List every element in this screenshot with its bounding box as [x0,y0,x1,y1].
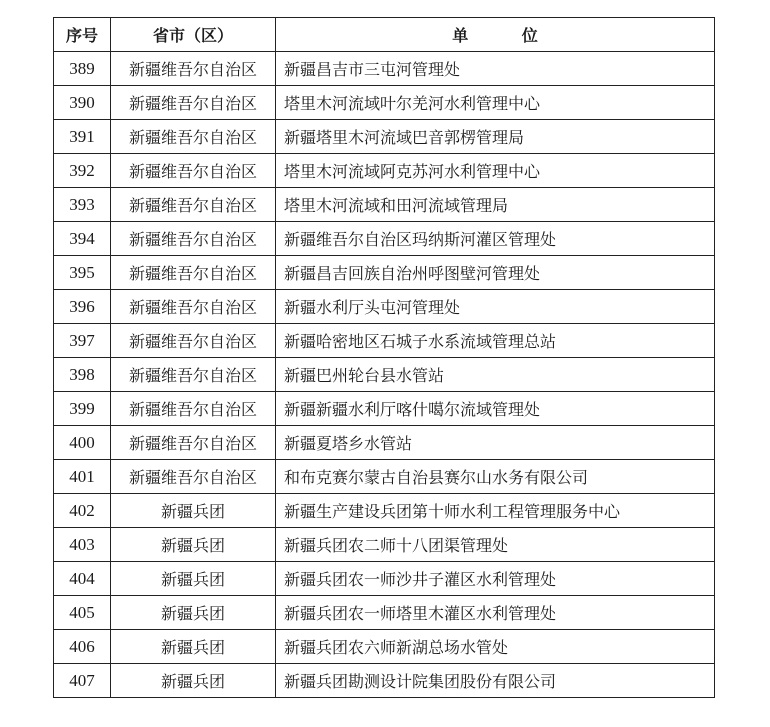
table-row [54,358,715,392]
unit-cell: 新疆昌吉回族自治州呼图壁河管理处 [276,256,715,290]
seq-cell: 397 [54,324,111,358]
province-cell: 新疆维吾尔自治区 [111,256,276,290]
unit-cell: 新疆夏塔乡水管站 [276,426,715,460]
unit-cell: 和布克赛尔蒙古自治县赛尔山水务有限公司 [276,460,715,494]
seq-cell: 400 [54,426,111,460]
unit-cell: 新疆昌吉市三屯河管理处 [276,52,715,86]
header-seq: 序号 [54,18,111,52]
table-row [54,596,715,630]
unit-cell: 新疆水利厅头屯河管理处 [276,290,715,324]
seq-cell: 407 [54,664,111,698]
table-row [54,324,715,358]
province-cell: 新疆维吾尔自治区 [111,120,276,154]
seq-cell: 403 [54,528,111,562]
province-cell: 新疆兵团 [111,528,276,562]
table-row [54,256,715,290]
table-row [54,290,715,324]
table-row [54,120,715,154]
unit-cell: 新疆兵团农一师塔里木灌区水利管理处 [276,596,715,630]
seq-cell: 392 [54,154,111,188]
province-cell: 新疆维吾尔自治区 [111,460,276,494]
province-cell: 新疆维吾尔自治区 [111,154,276,188]
unit-cell: 新疆维吾尔自治区玛纳斯河灌区管理处 [276,222,715,256]
seq-cell: 406 [54,630,111,664]
unit-cell: 新疆新疆水利厅喀什噶尔流域管理处 [276,392,715,426]
province-cell: 新疆维吾尔自治区 [111,392,276,426]
header-unit: 单 位 [276,18,715,52]
unit-cell: 塔里木河流域和田河流域管理局 [276,188,715,222]
province-cell: 新疆维吾尔自治区 [111,188,276,222]
seq-cell: 396 [54,290,111,324]
table-row [54,188,715,222]
seq-cell: 404 [54,562,111,596]
table-row [54,86,715,120]
seq-cell: 389 [54,52,111,86]
province-cell: 新疆维吾尔自治区 [111,52,276,86]
seq-cell: 393 [54,188,111,222]
seq-cell: 395 [54,256,111,290]
table-header-row [54,18,715,52]
unit-cell: 新疆兵团农六师新湖总场水管处 [276,630,715,664]
header-province: 省市（区） [111,18,276,52]
table-row [54,222,715,256]
seq-cell: 398 [54,358,111,392]
province-cell: 新疆维吾尔自治区 [111,324,276,358]
unit-cell: 新疆哈密地区石城子水系流域管理总站 [276,324,715,358]
seq-cell: 402 [54,494,111,528]
table-row [54,154,715,188]
unit-cell: 塔里木河流域叶尔羌河水利管理中心 [276,86,715,120]
province-cell: 新疆维吾尔自治区 [111,222,276,256]
table-row [54,562,715,596]
unit-cell: 新疆兵团农二师十八团渠管理处 [276,528,715,562]
unit-cell: 新疆兵团农一师沙井子灌区水利管理处 [276,562,715,596]
table-row [54,426,715,460]
document-table-container [53,17,715,698]
seq-cell: 391 [54,120,111,154]
seq-cell: 405 [54,596,111,630]
province-cell: 新疆兵团 [111,664,276,698]
unit-list-table [53,17,715,698]
province-cell: 新疆兵团 [111,494,276,528]
province-cell: 新疆兵团 [111,630,276,664]
table-row [54,494,715,528]
seq-cell: 401 [54,460,111,494]
province-cell: 新疆兵团 [111,596,276,630]
table-row [54,528,715,562]
seq-cell: 399 [54,392,111,426]
seq-cell: 394 [54,222,111,256]
province-cell: 新疆维吾尔自治区 [111,426,276,460]
unit-cell: 塔里木河流域阿克苏河水利管理中心 [276,154,715,188]
seq-cell: 390 [54,86,111,120]
unit-cell: 新疆塔里木河流域巴音郭楞管理局 [276,120,715,154]
province-cell: 新疆维吾尔自治区 [111,358,276,392]
table-row [54,392,715,426]
table-row [54,630,715,664]
table-row [54,460,715,494]
unit-cell: 新疆生产建设兵团第十师水利工程管理服务中心 [276,494,715,528]
table-row [54,52,715,86]
table-row [54,664,715,698]
province-cell: 新疆维吾尔自治区 [111,86,276,120]
table-body [54,52,715,698]
unit-cell: 新疆巴州轮台县水管站 [276,358,715,392]
province-cell: 新疆维吾尔自治区 [111,290,276,324]
province-cell: 新疆兵团 [111,562,276,596]
unit-cell: 新疆兵团勘测设计院集团股份有限公司 [276,664,715,698]
